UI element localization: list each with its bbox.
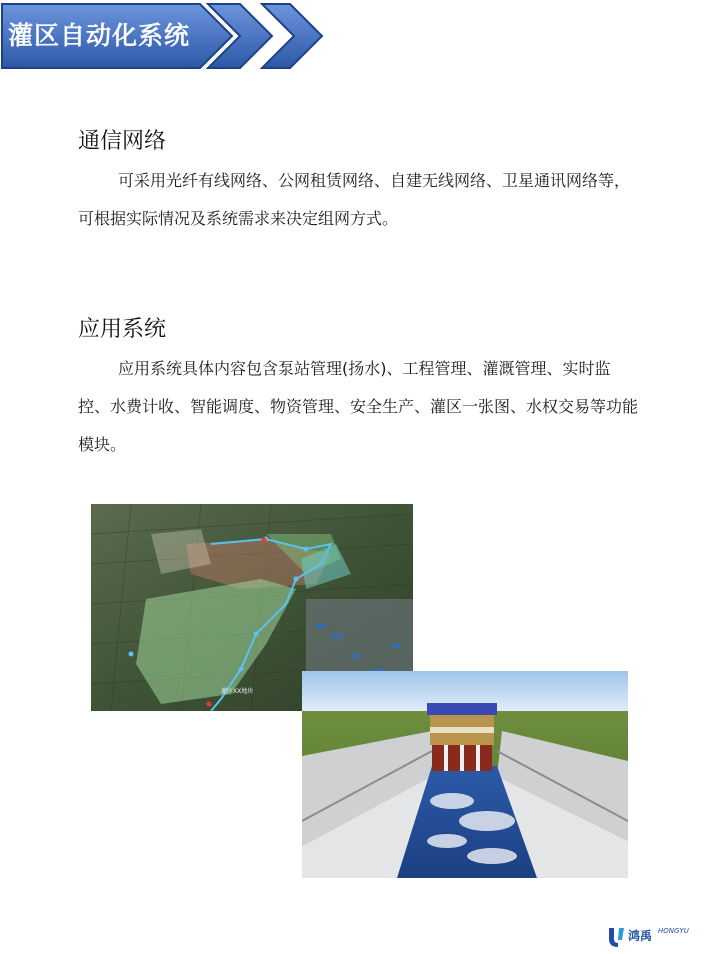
map-marker-label: 灌区XX地块 bbox=[221, 688, 254, 695]
header-banner bbox=[0, 0, 330, 72]
section-heading-application: 应用系统 bbox=[78, 317, 167, 342]
company-logo bbox=[606, 926, 706, 948]
section-heading-network: 通信网络 bbox=[78, 129, 167, 154]
logo-subtext: HONGYU bbox=[658, 927, 689, 935]
section-text-application: 应用系统具体内容包含泵站管理(扬水)、工程管理、灌溉管理、实时监控、水费计收、智能调度、物资管理、安全生产、灌区一张图、水权交易等功能模块。 bbox=[78, 359, 639, 454]
logo-u-icon bbox=[606, 926, 628, 948]
page-title: 灌区自动化系统 bbox=[8, 21, 191, 50]
section-text-network: 可采用光纤有线网络、公网租赁网络、自建无线网络、卫星通讯网络等，可根据实际情况及系统需求来决定组网方式。 bbox=[78, 171, 631, 228]
logo-text: 鸿禹 bbox=[628, 929, 653, 943]
sluice-gate-image bbox=[302, 671, 628, 878]
